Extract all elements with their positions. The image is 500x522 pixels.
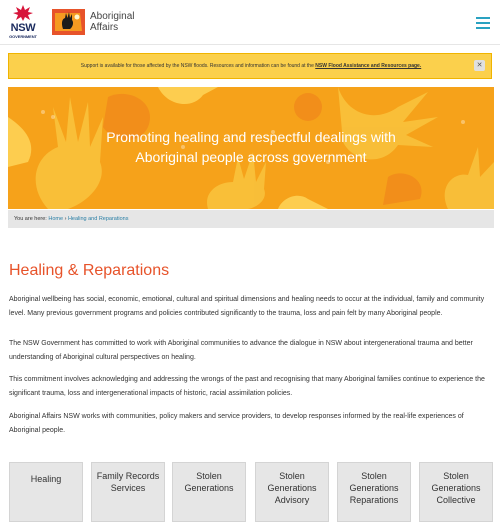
paragraph-acknowledging: This commitment involves acknowledging and addressing the wrongs of the past and recognising that many Aboriginal families continue to experience the significant trauma, loss and intergenerational impacts of historic, racial assimilation policies. [9, 376, 485, 397]
close-icon[interactable]: ✕ [474, 60, 485, 71]
topic-tiles [9, 462, 494, 505]
paragraph-wellbeing: Aboriginal wellbeing has social, economic, emotional, cultural and spiritual dimensions and healing needs to occur at the individual, family and community level. Many previous government programs and policies contributed significantly to the trauma, loss and pain felt by many Aboriginal people. [9, 296, 485, 317]
page-title: Healing & Reparations [9, 262, 170, 279]
tile-family-records-services[interactable]: Family Records Services [91, 462, 165, 522]
alert-text [9, 63, 493, 69]
tile-healing[interactable]: Healing [9, 462, 83, 522]
paragraph-commitment: The NSW Government has committed to work with Aboriginal communities to advance the dialogue in NSW about intergenerational trauma and better understanding of Aboriginal cultural perspectives on healing. [9, 340, 473, 361]
aboriginal-affairs-logo[interactable] [52, 9, 85, 35]
hero-heading [8, 127, 494, 167]
alert-link[interactable]: NSW Flood Assistance and Resources page. [315, 63, 422, 69]
nsw-logo-text: NSW [10, 22, 36, 34]
paragraph-aanswork: Aboriginal Affairs NSW works with communities, policy makers and service providers, to develop responses informed by the real-life experiences of Aboriginal people. [9, 413, 464, 434]
breadcrumb [8, 210, 494, 228]
hero-line-2: Aboriginal people across government [135, 149, 367, 165]
tile-stolen-generations[interactable]: Stolen Generations [172, 462, 246, 522]
aboriginal-affairs-name: Aboriginal Affairs [90, 11, 135, 33]
breadcrumb-separator: › [64, 216, 67, 222]
nsw-logo-subtext: GOVERNMENT [9, 34, 37, 39]
hero-line-1: Promoting healing and respectful dealings with [106, 129, 396, 145]
alert-message: Support is available for those affected by the NSW floods. Resources and information can be found at the [80, 63, 314, 69]
breadcrumb-prefix: You are here: [14, 216, 47, 222]
breadcrumb-current: Healing and Reparations [67, 216, 129, 222]
flood-alert-banner [8, 53, 492, 79]
hero-banner [8, 87, 494, 209]
tile-stolen-generations-reparations[interactable]: Stolen Generations Reparations [337, 462, 411, 522]
waratah-icon [12, 4, 34, 22]
hamburger-menu-icon[interactable] [476, 17, 490, 29]
site-header [0, 0, 500, 45]
breadcrumb-home-link[interactable]: Home [48, 216, 64, 222]
tile-stolen-generations-advisory[interactable]: Stolen Generations Advisory [255, 462, 329, 522]
nsw-government-logo[interactable] [6, 4, 40, 42]
tile-stolen-generations-collective[interactable]: Stolen Generations Collective [419, 462, 493, 522]
